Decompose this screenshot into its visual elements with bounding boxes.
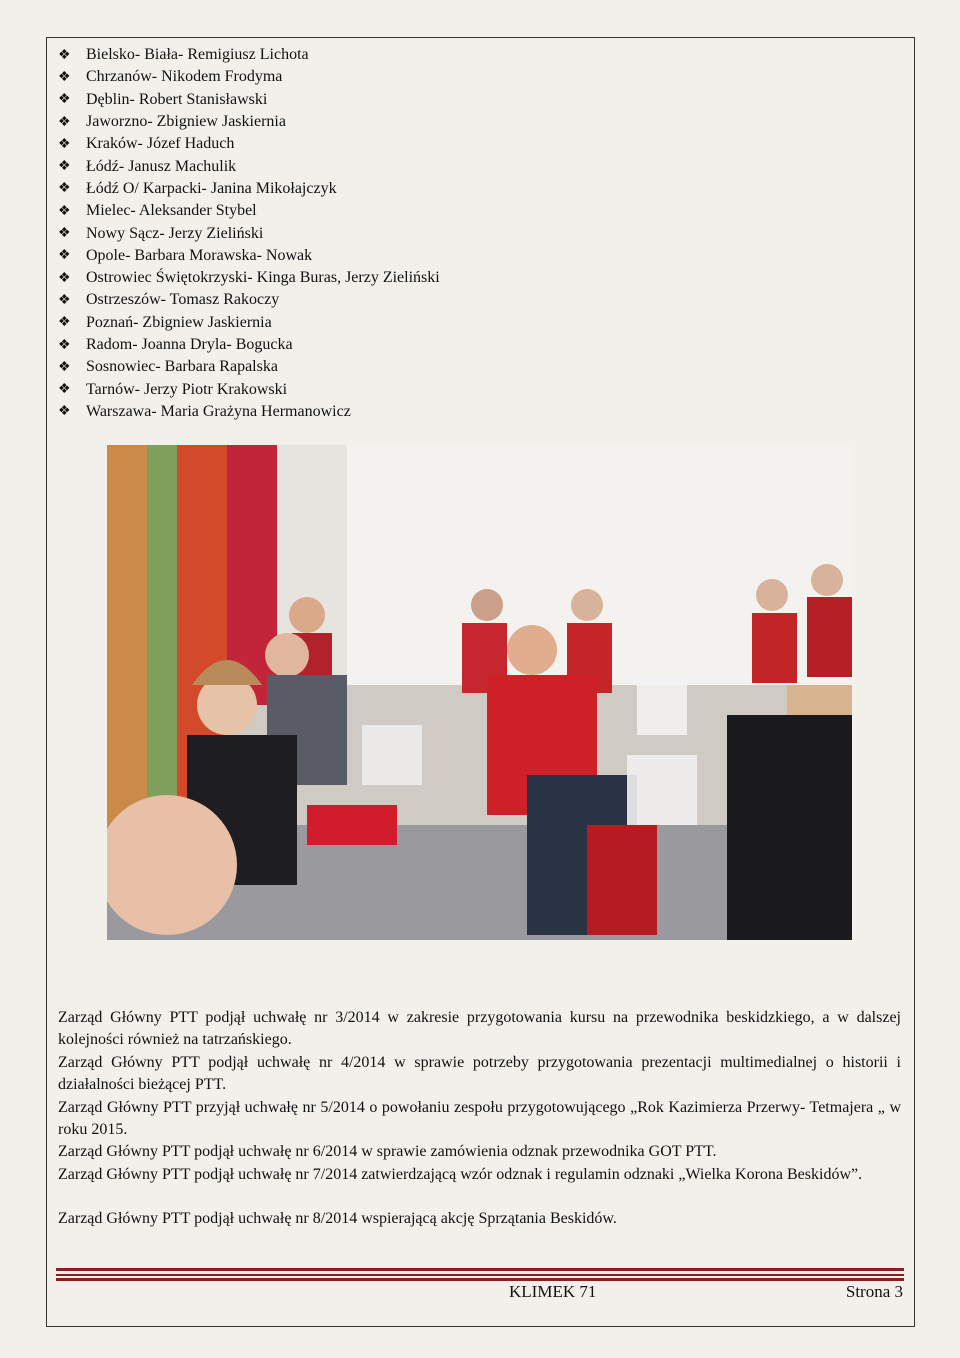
diamond-bullet-icon: ❖ — [58, 315, 71, 331]
diamond-bullet-icon: ❖ — [58, 181, 71, 197]
diamond-bullet-icon: ❖ — [58, 92, 71, 108]
diamond-bullet-icon: ❖ — [58, 203, 71, 219]
diamond-bullet-icon: ❖ — [58, 159, 71, 175]
list-item: ❖ Łódź O/ Karpacki- Janina Mikołajczyk — [58, 179, 337, 197]
list-item: ❖ Opole- Barbara Morawska- Nowak — [58, 246, 313, 264]
diamond-bullet-icon: ❖ — [58, 248, 71, 264]
resolution-paragraph: Zarząd Główny PTT podjął uchwałę nr 3/2014 w zakresie przygotowania kursu na przewodnika beskidzkiego, a w dalszej kolejności również na tatrzańskiego. — [58, 1009, 901, 1049]
footer-page-number: Strona 3 — [845, 1282, 903, 1301]
diamond-bullet-icon: ❖ — [58, 136, 71, 152]
diamond-bullet-icon: ❖ — [58, 337, 71, 353]
list-item: ❖ Ostrzeszów- Tomasz Rakoczy — [58, 291, 280, 309]
resolution-paragraph: Zarząd Główny PTT podjął uchwałę nr 8/2014 wspierającą akcję Sprzątania Beskidów. — [58, 1210, 617, 1227]
list-item: ❖ Poznań- Zbigniew Jaskiernia — [58, 313, 272, 331]
list-item: ❖ Jaworzno- Zbigniew Jaskiernia — [58, 113, 286, 131]
list-item: ❖ Mielec- Aleksander Stybel — [58, 202, 257, 220]
list-item: ❖ Łódź- Janusz Machulik — [58, 157, 237, 175]
list-item: ❖ Nowy Sącz- Jerzy Zieliński — [58, 224, 264, 242]
resolution-paragraph: Zarząd Główny PTT podjął uchwałę nr 6/2014 w sprawie zamówienia odznak przewodnika GOT PTT. — [58, 1143, 717, 1160]
footer-rule — [56, 1268, 904, 1271]
list-item: ❖ Bielsko- Biała- Remigiusz Lichota — [58, 46, 309, 64]
diamond-bullet-icon: ❖ — [58, 114, 71, 130]
footer-rule — [56, 1274, 904, 1276]
list-item: ❖ Chrzanów- Nikodem Frodyma — [58, 68, 283, 86]
diamond-bullet-icon: ❖ — [58, 292, 71, 308]
meeting-photo — [107, 445, 852, 940]
diamond-bullet-icon: ❖ — [58, 359, 71, 375]
delegates-list — [58, 44, 440, 423]
diamond-bullet-icon: ❖ — [58, 270, 71, 286]
list-item: ❖ Ostrowiec Świętokrzyski- Kinga Buras, Jerzy Zieliński — [58, 269, 440, 287]
list-item: ❖ Warszawa- Maria Grażyna Hermanowicz — [58, 402, 351, 420]
list-item: ❖ Dęblin- Robert Stanisławski — [58, 90, 268, 108]
resolution-paragraph: Zarząd Główny PTT podjął uchwałę nr 7/2014 zatwierdzającą wzór odznak i regulamin odznaki „Wielka Korona Beskidów”. — [58, 1166, 863, 1183]
resolution-paragraph: Zarząd Główny PTT przyjął uchwałę nr 5/2014 o powołaniu zespołu przygotowującego „Rok Kazimierza Przerwy- Tetmajera „ w roku 2015. — [58, 1099, 901, 1139]
diamond-bullet-icon: ❖ — [58, 226, 71, 242]
footer-publication: KLIMEK 71 — [509, 1282, 597, 1301]
footer-rule — [56, 1278, 904, 1281]
resolution-paragraph: Zarząd Główny PTT podjął uchwałę nr 4/2014 w sprawie potrzeby przygotowania prezentacji multimedialnej o historii i działalności bieżącej PTT. — [58, 1054, 901, 1094]
list-item: ❖ Radom- Joanna Dryla- Bogucka — [58, 336, 293, 353]
diamond-bullet-icon: ❖ — [58, 382, 71, 398]
list-item: ❖ Sosnowiec- Barbara Rapalska — [58, 358, 278, 376]
list-item: ❖ Kraków- Józef Haduch — [58, 135, 235, 153]
diamond-bullet-icon: ❖ — [58, 47, 71, 63]
diamond-bullet-icon: ❖ — [58, 69, 71, 85]
diamond-bullet-icon: ❖ — [58, 404, 71, 420]
list-item: ❖ Tarnów- Jerzy Piotr Krakowski — [58, 380, 288, 398]
